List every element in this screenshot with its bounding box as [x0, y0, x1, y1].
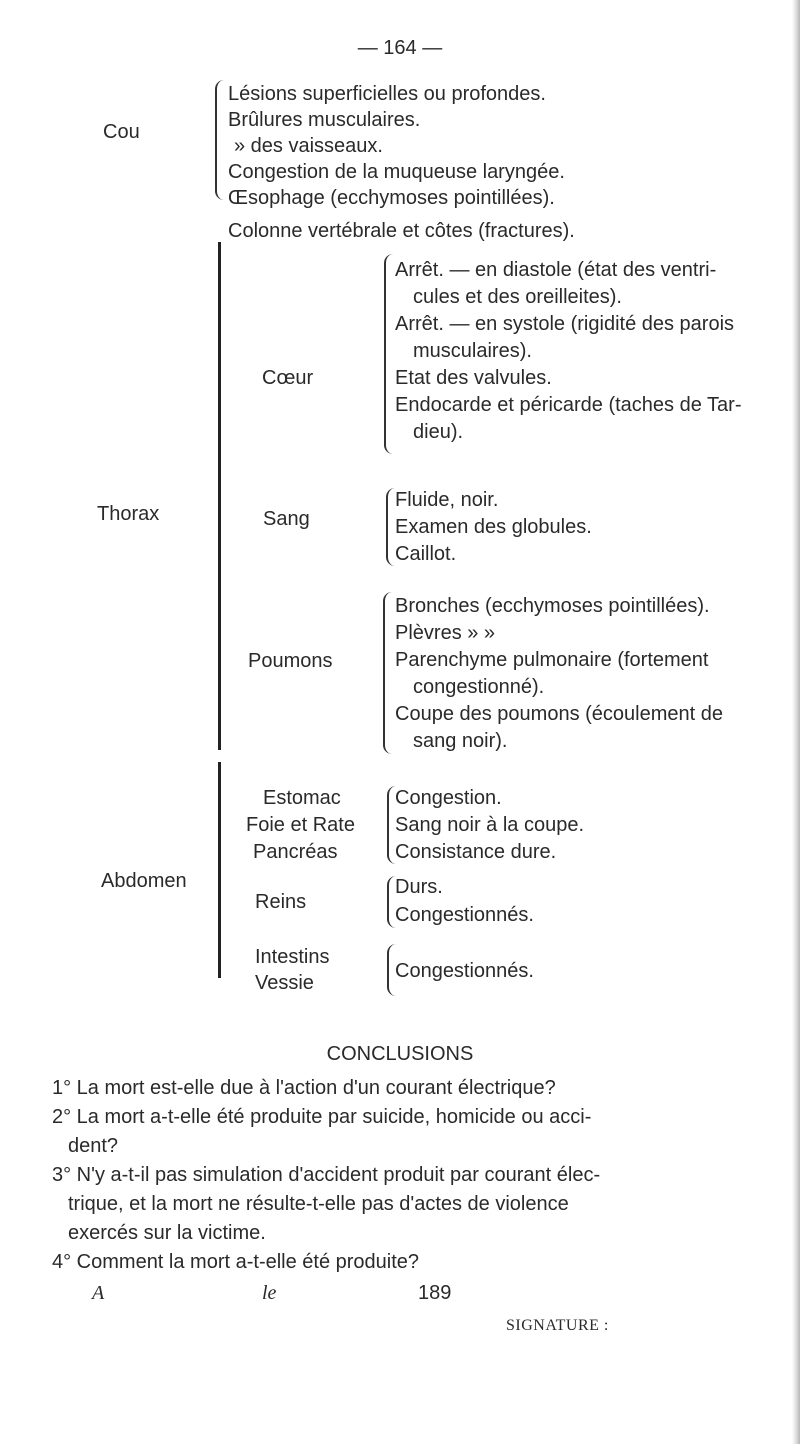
- page-edge-shadow: [792, 0, 800, 1444]
- conclusion-line: 1° La mort est-elle due à l'action d'un courant électrique?: [52, 1077, 556, 1099]
- conclusion-line: 4° Comment la mort a-t-elle été produite?: [52, 1251, 420, 1273]
- intestins-line: Congestionnés.: [395, 960, 534, 982]
- footer-le: le: [262, 1282, 277, 1304]
- coeur-line: dieu).: [413, 421, 464, 443]
- conclusion-line: 2° La mort a-t-elle été produite par suicide, homicide ou acci-: [52, 1106, 592, 1128]
- cou-item: Lésions superficielles ou profondes.: [228, 83, 546, 105]
- abdomen-line: Consistance dure.: [395, 841, 557, 863]
- organ-label-sang: Sang: [263, 508, 310, 530]
- brace-sang: [386, 488, 395, 566]
- poumons-line: Plèvres » »: [395, 622, 496, 644]
- cou-item: » des vaisseaux.: [234, 135, 383, 157]
- organ-label-reins: Reins: [255, 891, 307, 913]
- poumons-line: Coupe des poumons (écoulement de: [395, 703, 723, 725]
- section-label-thorax: Thorax: [97, 503, 160, 525]
- conclusions-title: CONCLUSIONS: [326, 1043, 474, 1065]
- coeur-line: Arrêt. — en systole (rigidité des parois: [395, 313, 735, 335]
- organ-label-poumons: Poumons: [248, 650, 333, 672]
- poumons-line: Parenchyme pulmonaire (fortement: [395, 649, 709, 671]
- coeur-line: Endocarde et péricarde (taches de Tar-: [395, 394, 742, 416]
- poumons-line: congestionné).: [413, 676, 545, 698]
- brace-thorax: [218, 242, 221, 750]
- footer-year: 189: [418, 1282, 452, 1304]
- poumons-line: Bronches (ecchymoses pointillées).: [395, 595, 710, 617]
- coeur-line: Arrêt. — en diastole (état des ventri-: [395, 259, 717, 281]
- brace-poumons: [383, 592, 392, 754]
- sang-line: Examen des globules.: [395, 516, 592, 538]
- brace-coeur: [384, 254, 393, 454]
- signature-label: SIGNATURE :: [506, 1317, 609, 1334]
- organ-label: Estomac: [263, 787, 341, 809]
- cou-item: Œsophage (ecchymoses pointillées).: [228, 187, 555, 209]
- abdomen-line: Congestion.: [395, 787, 502, 809]
- conclusion-line: 3° N'y a-t-il pas simulation d'accident produit par courant élec-: [52, 1164, 601, 1186]
- cou-item: Brûlures musculaires.: [228, 109, 421, 131]
- organ-label: Intestins: [255, 946, 330, 968]
- reins-line: Congestionnés.: [395, 904, 534, 926]
- organ-label: Pancréas: [253, 841, 338, 863]
- reins-line: Durs.: [395, 876, 443, 898]
- conclusion-line: trique, et la mort ne résulte-t-elle pas d'actes de violence: [68, 1193, 569, 1215]
- section-label-abdomen: Abdomen: [101, 870, 187, 892]
- colonne-line: Colonne vertébrale et côtes (fractures).: [228, 220, 575, 242]
- poumons-line: sang noir).: [413, 730, 508, 752]
- page-number: — 164 —: [357, 37, 443, 59]
- organ-label: Foie et Rate: [246, 814, 355, 836]
- section-label-cou: Cou: [103, 121, 140, 143]
- cou-item: Congestion de la muqueuse laryngée.: [228, 161, 565, 183]
- coeur-line: Etat des valvules.: [395, 367, 552, 389]
- organ-label-coeur: Cœur: [262, 367, 314, 389]
- conclusion-line: exercés sur la victime.: [68, 1222, 266, 1244]
- abdomen-line: Sang noir à la coupe.: [395, 814, 585, 836]
- conclusion-line: dent?: [68, 1135, 119, 1157]
- organ-label: Vessie: [255, 972, 314, 994]
- sang-line: Fluide, noir.: [395, 489, 499, 511]
- footer-a: A: [92, 1282, 105, 1304]
- coeur-line: musculaires).: [413, 340, 532, 362]
- coeur-line: cules et des oreilleites).: [413, 286, 622, 308]
- sang-line: Caillot.: [395, 543, 457, 565]
- brace-abdomen: [218, 762, 221, 978]
- brace-cou: [215, 80, 224, 200]
